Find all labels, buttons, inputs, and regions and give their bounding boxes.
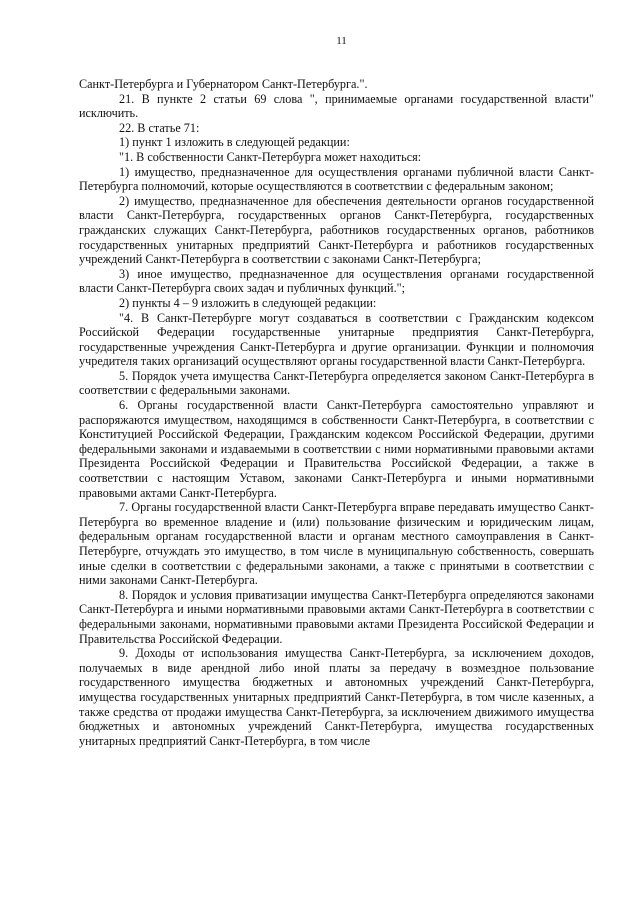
paragraph-clause-9: 9. Доходы от использования имущества Санкт-Петербурга, за исключением доходов, получаемых в виде арендной либо иной платы за передачу в возмездное пользование государственного имущества бюджетных и автономных учреждений Санкт-Петербурга, имущества государственных унитарных предприятий Санкт-Петербурга, в том числе казенных, а также средства от продажи имущества Санкт-Петербурга, за исключением движимого имущества бюджетных и автономных учреждений Санкт-Петербурга, имущества государственных унитарных предприятий Санкт-Петербурга, в том числе [79, 646, 594, 748]
paragraph-clause-7: 7. Органы государственной власти Санкт-Петербурга вправе передавать имущество Санкт-Петербурга во временное владение и (или) пользование физическим и юридическим лицам, федеральным органам государственной власти и органам местного самоуправления в Санкт-Петербурге, отчуждать это имущество, в том числе в муниципальную собственность, совершать иные сделки в соответствии с федеральными законами, а также с принятыми в соответствии с ними законами Санкт-Петербурга. [79, 500, 594, 588]
paragraph-clause-1-1: 1) имущество, предназначенное для осуществления органами публичной власти Санкт-Петербурга полномочий, которые осуществляются в соответствии с федеральным законом; [79, 164, 594, 194]
document-body [79, 77, 594, 748]
paragraph-clause-1-2: 2) имущество, предназначенное для обеспечения деятельности органов государственной власти Санкт-Петербурга, государственных органов Санкт-Петербурга, государственных гражданских служащих Санкт-Петербурга, работников государственных органов, работников государственных унитарных предприятий Санкт-Петербурга и работников государственных учреждений Санкт-Петербурга в соответствии с законами Санкт-Петербурга; [79, 193, 594, 267]
paragraph-item-21: 21. В пункте 2 статьи 69 слова ", принимаемые органами государственной власти" исключить. [79, 91, 594, 121]
paragraph-subitem-1: 1) пункт 1 изложить в следующей редакции: [119, 135, 350, 150]
paragraph-clause-4: "4. В Санкт-Петербурге могут создаваться в соответствии с Гражданским кодексом Российской Федерации государственные унитарные предприятия Санкт-Петербурга, государственные учреждения Санкт-Петербурга и другие организации. Функции и полномочия учредителя таких организаций осуществляют органы государственной власти Санкт-Петербурга. [79, 310, 594, 369]
paragraph-clause-6: 6. Органы государственной власти Санкт-Петербурга самостоятельно управляют и распоряжаются имуществом, находящимся в собственности Санкт-Петербурга, в соответствии с Конституцией Российской Федерации, Гражданским кодексом Российской Федерации, другими федеральными законами и издаваемыми в соответствии с ними нормативными правовыми актами Президента Российской Федерации и Правительства Российской Федерации, а также в соответствии с настоящим Уставом, законами Санкт-Петербурга и иными нормативными правовыми актами Санкт-Петербурга. [79, 398, 594, 500]
paragraph-item-22: 22. В статье 71: [119, 120, 200, 135]
paragraph-continuation: Санкт-Петербурга и Губернатором Санкт-Петербурга.". [79, 77, 368, 91]
paragraph-clause-5: 5. Порядок учета имущества Санкт-Петербурга определяется законом Санкт-Петербурга в соответствии с федеральными законами. [79, 368, 594, 398]
paragraph-subitem-2: 2) пункты 4 – 9 изложить в следующей редакции: [119, 295, 377, 310]
paragraph-clause-1: "1. В собственности Санкт-Петербурга может находиться: [119, 149, 422, 164]
page-number: 11 [336, 35, 347, 47]
paragraph-clause-1-3: 3) иное имущество, предназначенное для осуществления органами государственной власти Санкт-Петербурга своих задач и публичных функций."; [79, 266, 594, 296]
paragraph-clause-8: 8. Порядок и условия приватизации имущества Санкт-Петербурга определяются законами Санкт-Петербурга и иными нормативными правовыми актами Санкт-Петербурга в соответствии с федеральными законами, нормативными правовыми актами Президента Российской Федерации и Правительства Российской Федерации. [79, 587, 594, 646]
